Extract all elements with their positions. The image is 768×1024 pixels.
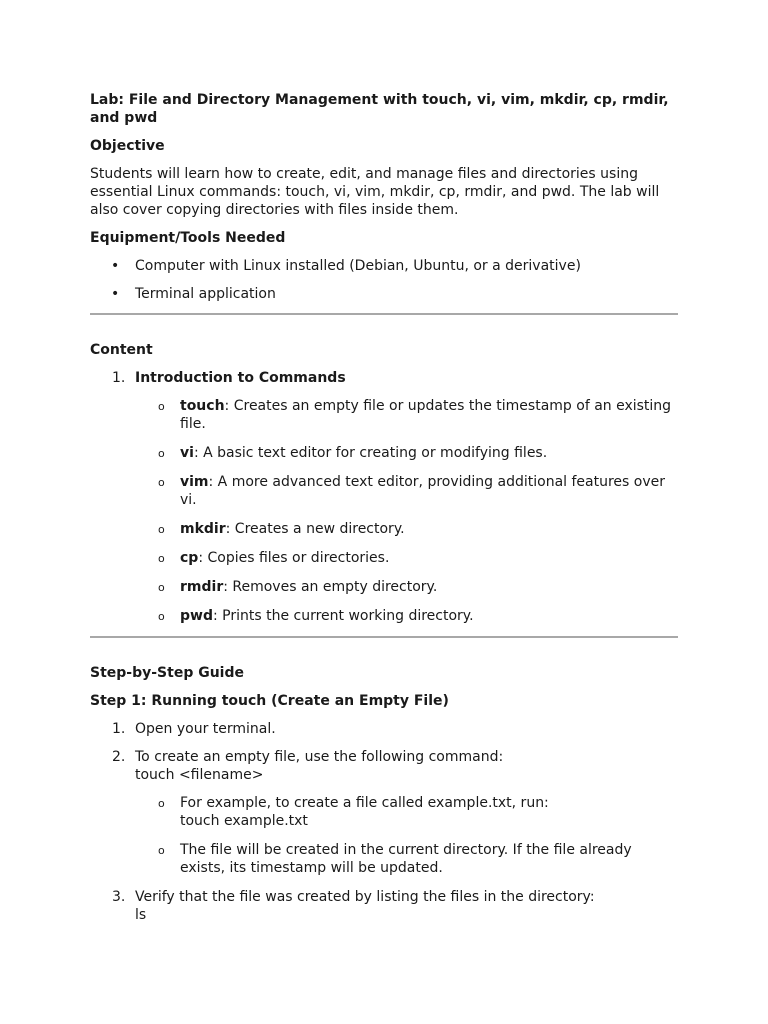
step1-heading: Step 1: Running touch (Create an Empty File) <box>90 693 449 709</box>
guide-heading: Step-by-Step Guide <box>90 665 244 681</box>
objective-heading: Objective <box>90 138 165 154</box>
step1-list <box>90 720 678 924</box>
circle-bullet-icon: o <box>158 523 165 536</box>
list-number: 3. <box>112 889 126 905</box>
circle-bullet-icon: o <box>158 610 165 623</box>
circle-bullet-icon: o <box>158 476 165 489</box>
command-name: vim <box>180 474 209 490</box>
command-item <box>135 397 678 433</box>
equipment-heading: Equipment/Tools Needed <box>90 230 286 246</box>
command-name: rmdir <box>180 579 224 595</box>
commands-list <box>135 397 678 625</box>
section-divider <box>90 636 678 638</box>
list-item <box>90 748 678 877</box>
command-item <box>135 549 678 567</box>
content-list <box>90 369 678 625</box>
sub-item <box>135 841 678 877</box>
command-desc: : A basic text editor for creating or modifying files. <box>193 445 548 461</box>
sub-item-text: For example, to create a file called example.txt, run: <box>180 795 549 811</box>
list-number: 2. <box>112 749 126 765</box>
document-title: Lab: File and Directory Management with touch, vi, vim, mkdir, cp, rmdir, and pwd <box>90 92 669 126</box>
circle-bullet-icon: o <box>158 797 165 810</box>
command-desc: : Creates an empty file or updates the timestamp of an existing file. <box>180 398 672 432</box>
command-name: vi <box>180 445 194 461</box>
step1-sub-list <box>135 794 678 877</box>
command-name: cp <box>180 550 199 566</box>
command-example: touch <filename> <box>135 767 264 783</box>
list-item <box>90 285 678 303</box>
list-item <box>90 720 678 738</box>
command-desc: : Prints the current working directory. <box>212 608 474 624</box>
section-divider <box>90 313 678 315</box>
list-item <box>90 888 678 924</box>
command-example: ls <box>135 907 147 923</box>
list-number: 1. <box>112 721 126 737</box>
command-name: touch <box>180 398 225 414</box>
command-item <box>135 607 678 625</box>
command-desc: : Creates a new directory. <box>225 521 405 537</box>
bullet-icon: • <box>111 258 120 274</box>
step-text: To create an empty file, use the following command: <box>135 749 504 765</box>
sub-item <box>135 794 678 830</box>
content-item-title: Introduction to Commands <box>135 370 346 386</box>
step-text: Verify that the file was created by listing the files in the directory: <box>135 889 595 905</box>
step-text: Open your terminal. <box>135 721 276 737</box>
command-example: touch example.txt <box>180 813 308 829</box>
command-item <box>135 520 678 538</box>
command-item <box>135 473 678 509</box>
list-item <box>90 369 678 625</box>
circle-bullet-icon: o <box>158 400 165 413</box>
command-item <box>135 444 678 462</box>
command-name: mkdir <box>180 521 226 537</box>
circle-bullet-icon: o <box>158 581 165 594</box>
content-heading: Content <box>90 342 153 358</box>
objective-text: Students will learn how to create, edit, and manage files and directories using essential Linux commands: touch, vi, vim, mkdir, cp, rmdir, and pwd. The lab will also cover copying directories with files inside them. <box>90 166 660 218</box>
equipment-item-text: Terminal application <box>135 286 276 302</box>
equipment-item-text: Computer with Linux installed (Debian, Ubuntu, or a derivative) <box>135 258 581 274</box>
document-page <box>90 91 678 934</box>
command-desc: : A more advanced text editor, providing additional features over vi. <box>180 474 666 508</box>
circle-bullet-icon: o <box>158 844 165 857</box>
command-item <box>135 578 678 596</box>
circle-bullet-icon: o <box>158 552 165 565</box>
command-desc: : Copies files or directories. <box>198 550 390 566</box>
command-desc: : Removes an empty directory. <box>223 579 438 595</box>
equipment-list <box>90 257 678 303</box>
circle-bullet-icon: o <box>158 447 165 460</box>
list-item <box>90 257 678 275</box>
sub-item-text: The file will be created in the current directory. If the file already exists, its timestamp will be updated. <box>180 842 632 876</box>
bullet-icon: • <box>111 286 120 302</box>
list-number: 1. <box>112 370 126 386</box>
command-name: pwd <box>180 608 213 624</box>
